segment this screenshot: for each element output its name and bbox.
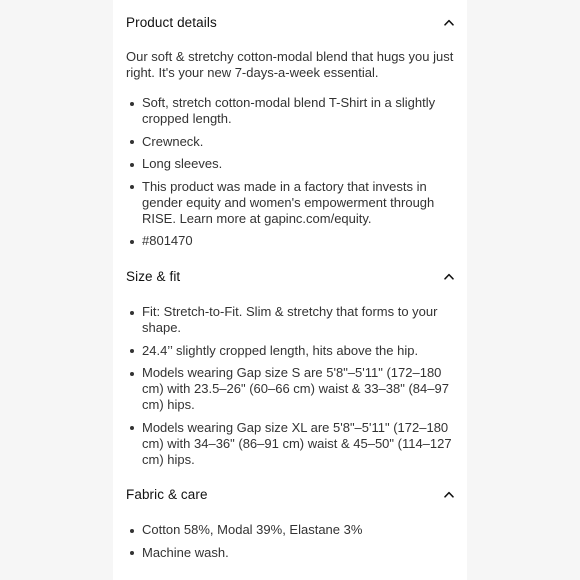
size-fit-title: Size & fit [126, 268, 181, 284]
chevron-up-icon[interactable] [442, 487, 456, 501]
fabric-care-header[interactable] [126, 481, 456, 507]
fabric-care-title: Fabric & care [126, 486, 208, 502]
list-item: Soft, stretch cotton-modal blend T-Shirt in a slightly cropped length. [126, 95, 456, 127]
list-item: This product was made in a factory that invests in gender equity and women's empowerment through RISE. Learn more at gapinc.com/equity. [126, 179, 456, 227]
product-details-list [126, 95, 456, 256]
list-item: Long sleeves. [126, 156, 456, 172]
fabric-care-list [126, 522, 456, 567]
product-details-header[interactable] [126, 9, 456, 35]
product-details-title: Product details [126, 14, 217, 30]
chevron-up-icon[interactable] [442, 269, 456, 283]
list-item: Crewneck. [126, 134, 456, 150]
product-details-description: Our soft & stretchy cotton-modal blend that hugs you just right. It's your new 7-days-a-week essential. [126, 49, 454, 80]
product-info-panel [113, 0, 467, 580]
list-item: Models wearing Gap size XL are 5'8"–5'11" (172–180 cm) with 34–36" (86–91 cm) waist & 45–50" (114–127 cm) hips. [126, 420, 456, 468]
size-fit-header[interactable] [126, 263, 456, 289]
list-item: Cotton 58%, Modal 39%, Elastane 3% [126, 522, 456, 538]
chevron-up-icon[interactable] [442, 15, 456, 29]
list-item: Fit: Stretch-to-Fit. Slim & stretchy that forms to your shape. [126, 304, 456, 336]
list-item: Models wearing Gap size S are 5'8"–5'11" (172–180 cm) with 23.5–26" (60–66 cm) waist & 33–38" (84–97 cm) hips. [126, 365, 456, 413]
list-item: 24.4’’ slightly cropped length, hits above the hip. [126, 343, 456, 359]
size-fit-list [126, 304, 456, 474]
list-item: #801470 [126, 233, 456, 249]
list-item: Machine wash. [126, 545, 456, 561]
